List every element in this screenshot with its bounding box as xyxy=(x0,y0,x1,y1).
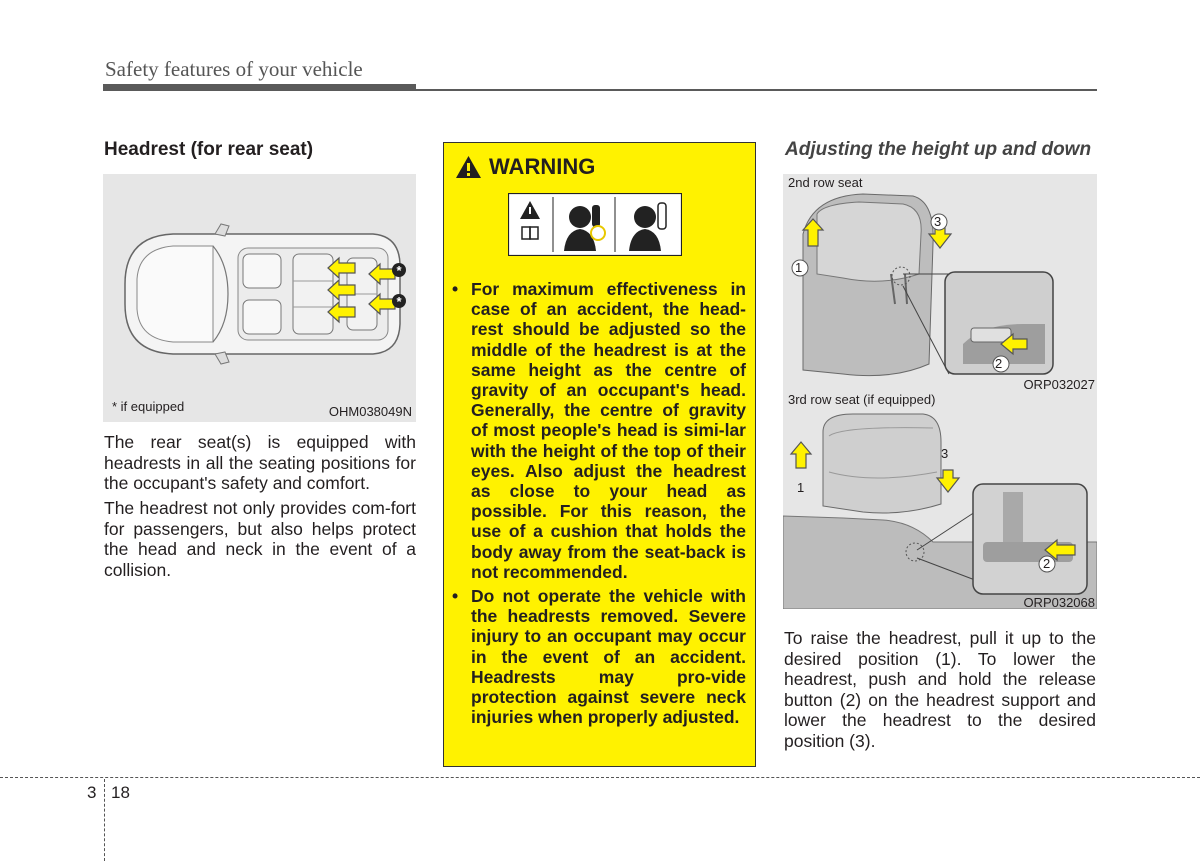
paragraph-rear-seat-intro: The rear seat(s) is equipped with headrests in all the seating positions for the occupant's safety and comfort. xyxy=(104,432,416,493)
paragraph-headrest-protection: The headrest not only provides com-fort for passengers, but also helps protect the head and neck in the event of a collision. xyxy=(104,498,416,580)
second-row-headrest-figure xyxy=(783,174,1097,392)
paragraph-adjust-instructions: To raise the headrest, pull it up to the desired position (1). To lower the headrest, push and hold the release button (2) on the headrest support and lower the headrest to the desired position (3). xyxy=(784,628,1096,751)
third-row-headrest-illustration xyxy=(783,392,1097,609)
figure-code-bottom: ORP032068 xyxy=(1023,595,1095,610)
marker-2: 2 xyxy=(995,356,1003,371)
warning-item-no-removal xyxy=(452,586,746,727)
section-title-adjust-height: Adjusting the height up and down xyxy=(785,139,1092,160)
second-row-headrest-illustration xyxy=(783,174,1097,392)
marker-1: 1 xyxy=(795,260,803,275)
warning-list xyxy=(452,279,746,731)
bullet-icon: • xyxy=(452,586,459,607)
bullet-icon: • xyxy=(452,279,459,299)
marker-2: 2 xyxy=(1043,556,1051,571)
figure-footnote: * if equipped xyxy=(112,399,185,414)
warning-item-headrest-height xyxy=(452,279,746,582)
asterisk-marker-text: * xyxy=(396,263,402,278)
figure-label-second-row: 2nd row seat xyxy=(788,175,863,190)
warning-item-text: Do not operate the vehicle with the headrests removed. Severe injury to an occupant may occur in the event of an accident. Headrests may pro-vide protection against severe neck injuries when properly adjusted. xyxy=(471,586,746,728)
third-row-headrest-figure xyxy=(783,392,1097,609)
footer-vertical-divider xyxy=(104,779,105,861)
warning-triangle-icon xyxy=(455,155,482,179)
car-top-view-illustration xyxy=(103,174,416,422)
figure-label-third-row: 3rd row seat (if equipped) xyxy=(788,392,936,407)
section-title-rear-headrest: Headrest (for rear seat) xyxy=(104,139,314,160)
figure-code: OHM038049N xyxy=(328,404,412,419)
header-rule-thin xyxy=(416,89,1097,91)
figure-code-top: ORP032027 xyxy=(1023,377,1095,392)
page-header-title: Safety features of your vehicle xyxy=(105,57,363,81)
warning-item-text: For maximum effectiveness in case of an accident, the head-rest should be adjusted so the middle of the headrest is at the same height as the centre of gravity of an occupant's head. Generally, the centre of gravity of most people's head is simi-lar with the height of the top of their eyes. Also adjust the headrest as close to your head as possible. For this reason, the use of a cushion that holds the body away from the seat-back is not recommended. xyxy=(471,279,746,582)
footer-divider xyxy=(0,777,1200,778)
warning-title: WARNING xyxy=(489,154,596,179)
header-rule-thick xyxy=(103,84,416,91)
marker-1: 1 xyxy=(797,480,805,495)
chapter-number: 3 xyxy=(87,783,97,802)
warning-pictogram-icon xyxy=(508,193,682,256)
page-number: 18 xyxy=(111,783,130,802)
asterisk-marker-text: * xyxy=(396,294,402,309)
car-top-view-figure xyxy=(103,174,416,422)
marker-3: 3 xyxy=(934,214,942,229)
marker-3: 3 xyxy=(941,446,949,461)
